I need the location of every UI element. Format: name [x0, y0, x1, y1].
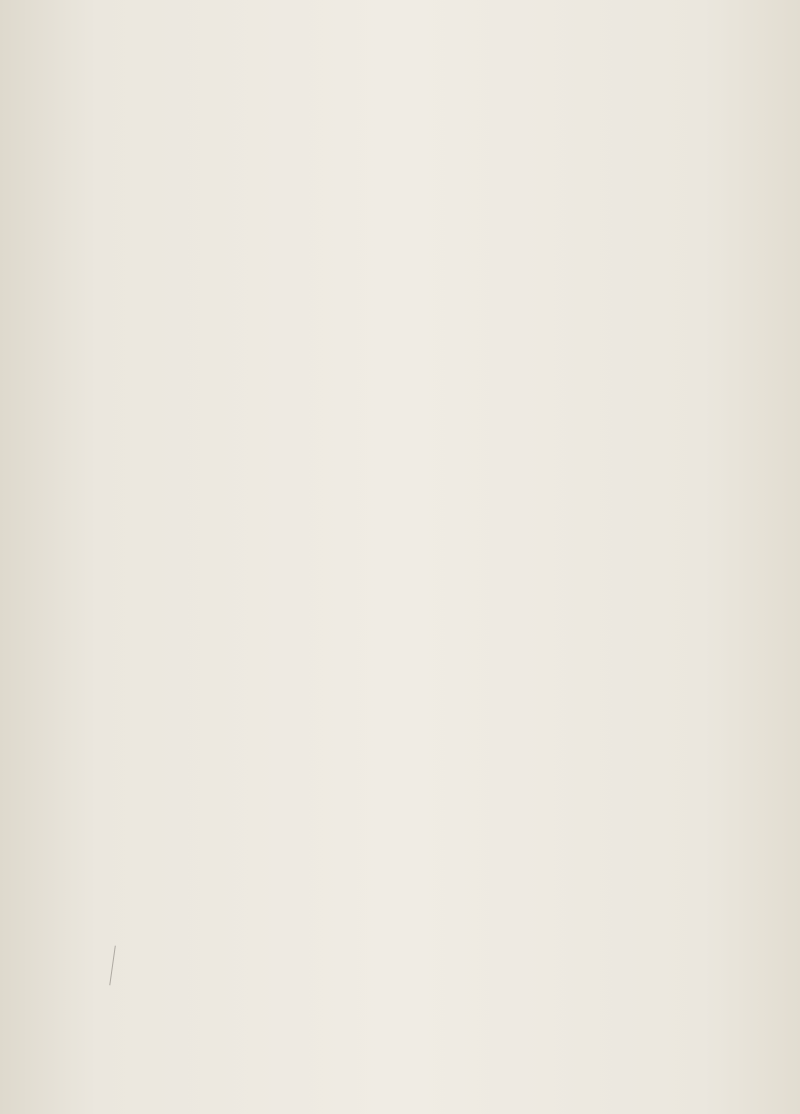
margin-pencil-mark: [109, 946, 123, 987]
